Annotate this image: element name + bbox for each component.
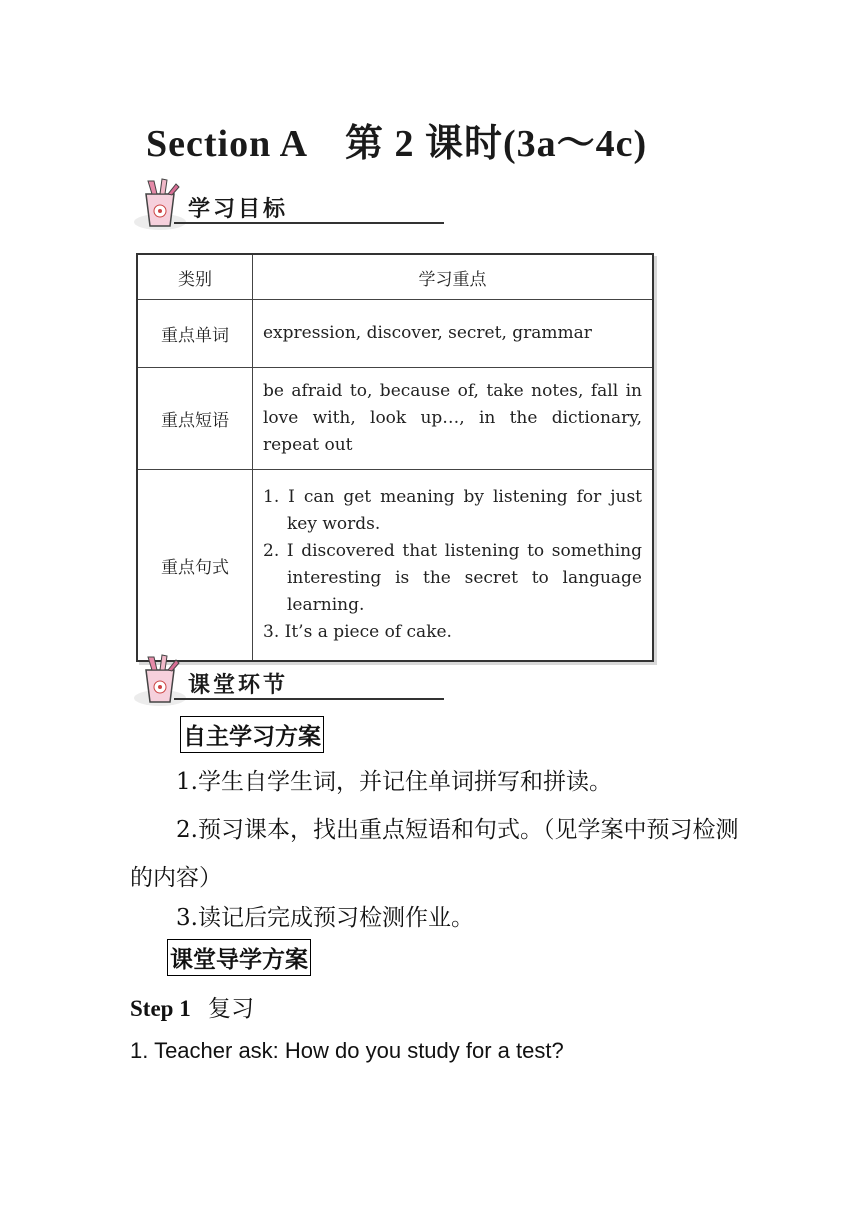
row-category: 重点单词 — [137, 300, 253, 368]
table-row — [137, 368, 653, 470]
step-heading — [130, 990, 254, 1023]
table-row — [137, 470, 653, 662]
banner-learning-goals — [130, 178, 320, 230]
self-study-heading: 自主学习方案 — [180, 716, 324, 753]
row-line: 3. It’s a piece of cake. — [263, 622, 452, 642]
self-study-item: 2.预习课本，找出重点短语和句式。（见学案中预习检测的内容） — [130, 817, 739, 891]
row-category: 重点句式 — [137, 470, 253, 662]
banner-label: 课堂环节 — [188, 673, 289, 698]
header-category: 类别 — [137, 254, 253, 300]
row-content — [253, 470, 654, 662]
row-content — [253, 368, 654, 470]
header-focus: 学习重点 — [253, 254, 654, 300]
table-header-row — [137, 254, 653, 300]
question-text: 1. Teacher ask: How do you study for a test? — [130, 1038, 564, 1063]
table-row — [137, 300, 653, 368]
banner-class-section — [130, 654, 320, 706]
row-line: 1. I can get meaning by listening for just key words. — [263, 487, 642, 534]
row-line: be afraid to, because of, take notes, fall in love with, look up…, in the dictionary, repeat out — [263, 381, 642, 455]
banner-underline — [174, 222, 444, 224]
step-label: Step 1 — [130, 996, 191, 1021]
row-content — [253, 300, 654, 368]
self-study-item: 1.学生自学生词，并记住单词拼写和拼读。 — [176, 769, 612, 795]
page-title: Section A 第 2 课时(3a～4c) — [146, 123, 648, 165]
row-line: 2. I discovered that listening to something interesting is the secret to language learning. — [263, 541, 642, 615]
class-guide-heading: 课堂导学方案 — [167, 939, 311, 976]
learning-goals-table — [136, 253, 654, 662]
step-text: 复习 — [208, 996, 255, 1022]
row-category: 重点短语 — [137, 368, 253, 470]
banner-label: 学习目标 — [188, 197, 289, 222]
row-line: expression, discover, secret, grammar — [263, 323, 592, 343]
banner-underline — [174, 698, 444, 700]
self-study-item: 3.读记后完成预习检测作业。 — [176, 905, 474, 931]
